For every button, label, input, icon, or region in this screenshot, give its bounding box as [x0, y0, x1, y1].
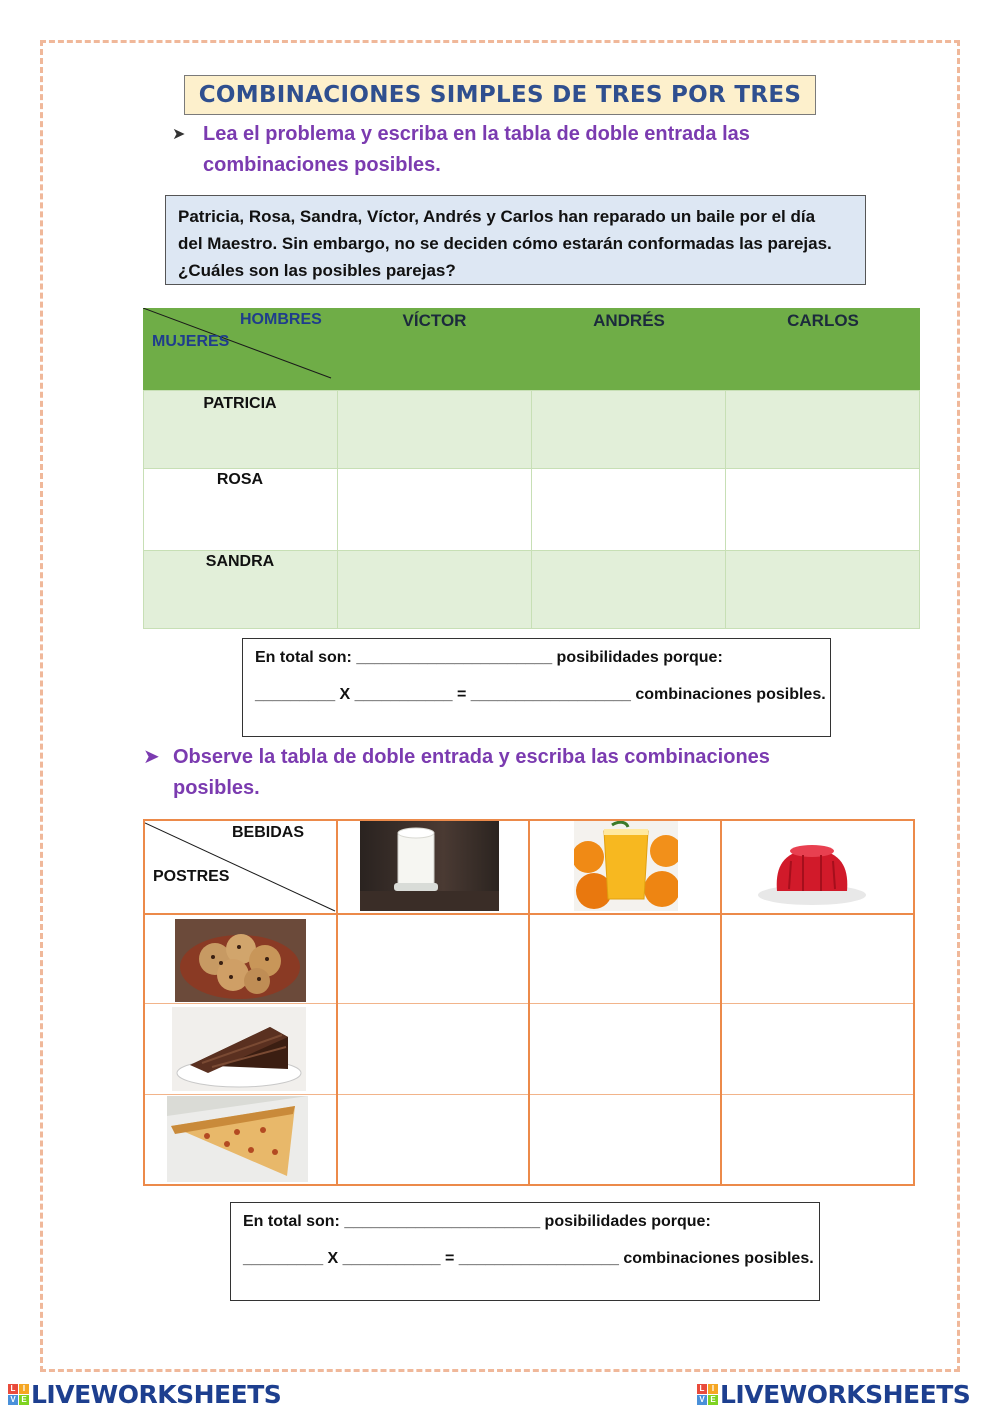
table-left-edge [143, 390, 144, 629]
total-line-2[interactable]: _________ X ___________ = __________________ combinaciones posibles. [255, 686, 826, 703]
logo-wordmark: LIVEWORKSHEETS [31, 1380, 282, 1409]
logo-letter: E [19, 1395, 29, 1405]
logo-letter: E [708, 1395, 718, 1405]
logo-letter: V [697, 1395, 707, 1405]
instruction-2-line1: Observe la tabla de doble entrada y escriba las combinaciones [173, 746, 770, 768]
cell-divider [337, 551, 338, 628]
instruction-2-line2: posibles. [173, 777, 260, 799]
column-divider [528, 821, 530, 1184]
cell-divider [725, 551, 726, 628]
logo-letter: I [19, 1384, 29, 1394]
row-header-sandra: SANDRA [205, 553, 275, 570]
instruction-1-line2: combinaciones posibles. [203, 154, 441, 176]
desserts-drinks-table [143, 819, 915, 1186]
instruction-1-line1: Lea el problema y escriba en la tabla de doble entrada las [203, 123, 750, 145]
cookies-image [175, 919, 306, 1002]
cell-divider [531, 469, 532, 550]
logo-grid-icon [697, 1384, 718, 1405]
arrow-bullet-icon: ➤ [172, 126, 186, 143]
milk-icon [360, 821, 499, 911]
table-row-sandra [143, 550, 920, 629]
problem-line: ¿Cuáles son las posibles parejas? [178, 261, 456, 280]
title-text: COMBINACIONES SIMPLES DE TRES POR TRES [198, 82, 802, 108]
corner-label-mujeres: MUJERES [152, 333, 230, 350]
chocolate-cake-image [172, 1007, 306, 1091]
corner-label-bebidas: BEBIDAS [232, 824, 305, 841]
table-row-patricia [143, 390, 920, 468]
liveworksheets-logo-right [697, 1380, 970, 1409]
orange-juice-icon [574, 821, 678, 911]
worksheet-title [184, 75, 816, 115]
total-answer-box-2 [230, 1202, 820, 1301]
problem-line: del Maestro. Sin embargo, no se deciden cómo estarán conformadas las parejas. [178, 234, 832, 253]
logo-letter: V [8, 1395, 18, 1405]
cell-divider [531, 391, 532, 468]
gelatin-icon [755, 831, 870, 911]
corner-label-hombres: HOMBRES [240, 311, 322, 328]
total-line-1[interactable]: En total son: ______________________ posibilidades porque: [255, 649, 723, 666]
orange-juice-image [574, 821, 678, 911]
table-row-rosa [143, 468, 920, 550]
arrow-bullet-icon: ➤ [143, 746, 160, 768]
instruction-2 [143, 742, 823, 804]
red-gelatin-image [755, 831, 870, 911]
corner-label-postres: POSTRES [153, 868, 230, 885]
glass-of-milk-image [360, 821, 499, 911]
total-answer-box-1 [242, 638, 831, 737]
logo-grid-icon [8, 1384, 29, 1405]
pizza-icon [167, 1096, 308, 1182]
total-line-1[interactable]: En total son: ______________________ posibilidades porque: [243, 1213, 711, 1230]
logo-letter: L [8, 1384, 18, 1394]
liveworksheets-logo-left [8, 1380, 281, 1409]
cell-divider [337, 391, 338, 468]
total-line-2[interactable]: _________ X ___________ = __________________ combinaciones posibles. [243, 1250, 814, 1267]
logo-letter: L [697, 1384, 707, 1394]
column-header-victor: VÍCTOR [402, 311, 467, 330]
instruction-1 [172, 119, 812, 181]
problem-line: Patricia, Rosa, Sandra, Víctor, Andrés y Carlos han reparado un baile por el día [178, 207, 816, 226]
cell-divider [725, 391, 726, 468]
problem-statement [165, 195, 866, 285]
cell-divider [337, 469, 338, 550]
pizza-image [167, 1096, 308, 1182]
logo-wordmark: LIVEWORKSHEETS [720, 1380, 971, 1409]
column-header-andres: ANDRÉS [593, 311, 665, 330]
cell-divider [725, 469, 726, 550]
couples-table [143, 308, 920, 629]
row-header-rosa: ROSA [216, 471, 264, 488]
cake-icon [172, 1007, 306, 1091]
cell-divider [531, 551, 532, 628]
cookies-icon [175, 919, 306, 1002]
column-divider [720, 821, 722, 1184]
logo-letter: I [708, 1384, 718, 1394]
table-right-edge [919, 390, 920, 629]
column-header-carlos: CARLOS [787, 311, 859, 330]
table-header-row [143, 308, 920, 390]
row-header-patricia: PATRICIA [203, 395, 277, 412]
